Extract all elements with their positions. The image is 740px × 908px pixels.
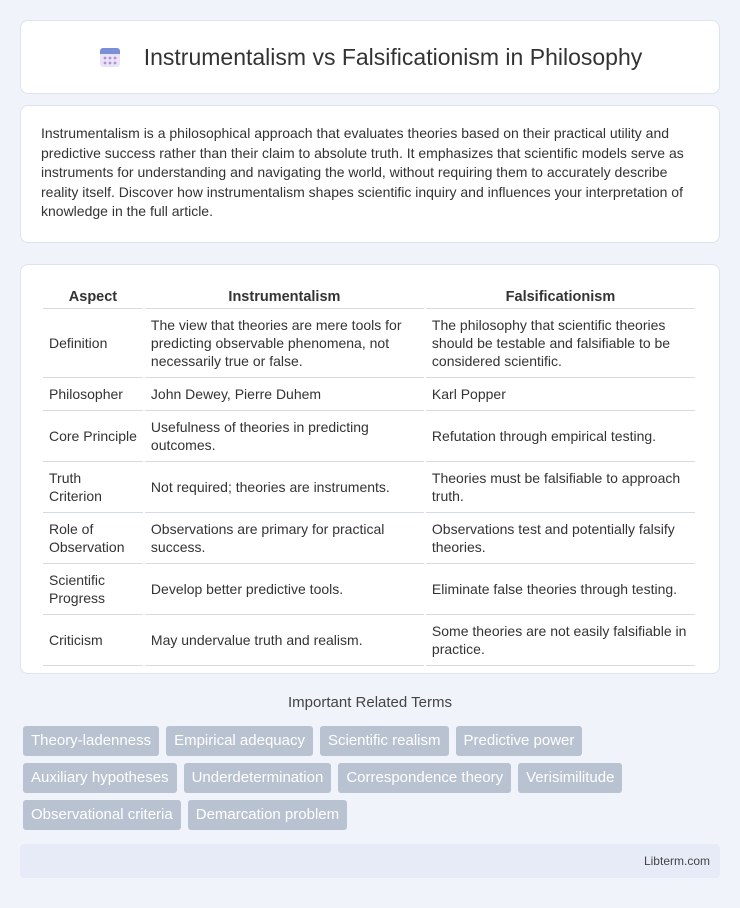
- instrumentalism-cell: May undervalue truth and realism.: [145, 615, 424, 666]
- related-term-tag[interactable]: Observational criteria: [23, 800, 181, 830]
- falsificationism-cell: Some theories are not easily falsifiable in practice.: [426, 615, 695, 666]
- related-term-tag[interactable]: Auxiliary hypotheses: [23, 763, 177, 793]
- falsificationism-cell: Eliminate false theories through testing.: [426, 564, 695, 615]
- related-term-tag[interactable]: Empirical adequacy: [166, 726, 313, 756]
- aspect-cell: Definition: [43, 309, 143, 378]
- intro-card: [20, 105, 720, 243]
- header-card: [20, 20, 720, 94]
- falsificationism-cell: The philosophy that scientific theories should be testable and falsifiable to be considered scientific.: [426, 309, 695, 378]
- related-terms-list: [23, 726, 723, 837]
- related-terms-title: Important Related Terms: [288, 694, 452, 711]
- related-term-tag[interactable]: Underdetermination: [184, 763, 332, 793]
- aspect-cell: Scientific Progress: [43, 564, 143, 615]
- table-row: [43, 564, 695, 615]
- instrumentalism-cell: John Dewey, Pierre Duhem: [145, 378, 424, 411]
- falsificationism-cell: Theories must be falsifiable to approach truth.: [426, 462, 695, 513]
- table-row: [43, 462, 695, 513]
- related-term-tag[interactable]: Verisimilitude: [518, 763, 622, 793]
- header-instrumentalism: Instrumentalism: [145, 285, 424, 309]
- header-aspect: Aspect: [43, 285, 143, 309]
- aspect-cell: Philosopher: [43, 378, 143, 411]
- table-header-row: [43, 285, 695, 309]
- aspect-cell: Truth Criterion: [43, 462, 143, 513]
- aspect-cell: Core Principle: [43, 411, 143, 462]
- table-row: [43, 615, 695, 666]
- related-term-tag[interactable]: Scientific realism: [320, 726, 449, 756]
- header-falsificationism: Falsificationism: [426, 285, 695, 309]
- instrumentalism-cell: Develop better predictive tools.: [145, 564, 424, 615]
- aspect-cell: Role of Observation: [43, 513, 143, 564]
- table-row: [43, 513, 695, 564]
- related-term-tag[interactable]: Theory-ladenness: [23, 726, 159, 756]
- table-row: [43, 378, 695, 411]
- footer: [20, 844, 720, 878]
- table-row: [43, 411, 695, 462]
- related-term-tag[interactable]: Predictive power: [456, 726, 583, 756]
- aspect-cell: Criticism: [43, 615, 143, 666]
- related-term-tag[interactable]: Correspondence theory: [338, 763, 511, 793]
- instrumentalism-cell: Not required; theories are instruments.: [145, 462, 424, 513]
- falsificationism-cell: Observations test and potentially falsify theories.: [426, 513, 695, 564]
- table-row: [43, 309, 695, 378]
- comparison-card: [20, 264, 720, 674]
- intro-text: Instrumentalism is a philosophical approach that evaluates theories based on their practical utility and predictive success rather than their claim to absolute truth. It emphasizes that scientific models serve as instruments for understanding and navigating the world, without requiring them to accurately describe reality itself. Discover how instrumentalism shapes scientific inquiry and influences your interpretation of knowledge in the full article.: [41, 125, 684, 219]
- calendar-icon: [98, 45, 122, 69]
- falsificationism-cell: Karl Popper: [426, 378, 695, 411]
- comparison-table: [41, 285, 697, 666]
- related-term-tag[interactable]: Demarcation problem: [188, 800, 347, 830]
- instrumentalism-cell: Observations are primary for practical success.: [145, 513, 424, 564]
- instrumentalism-cell: Usefulness of theories in predicting outcomes.: [145, 411, 424, 462]
- footer-brand[interactable]: Libterm.com: [643, 854, 710, 868]
- falsificationism-cell: Refutation through empirical testing.: [426, 411, 695, 462]
- instrumentalism-cell: The view that theories are mere tools for predicting observable phenomena, not necessarily true or false.: [145, 309, 424, 378]
- page-title: Instrumentalism vs Falsificationism in Philosophy: [143, 43, 643, 70]
